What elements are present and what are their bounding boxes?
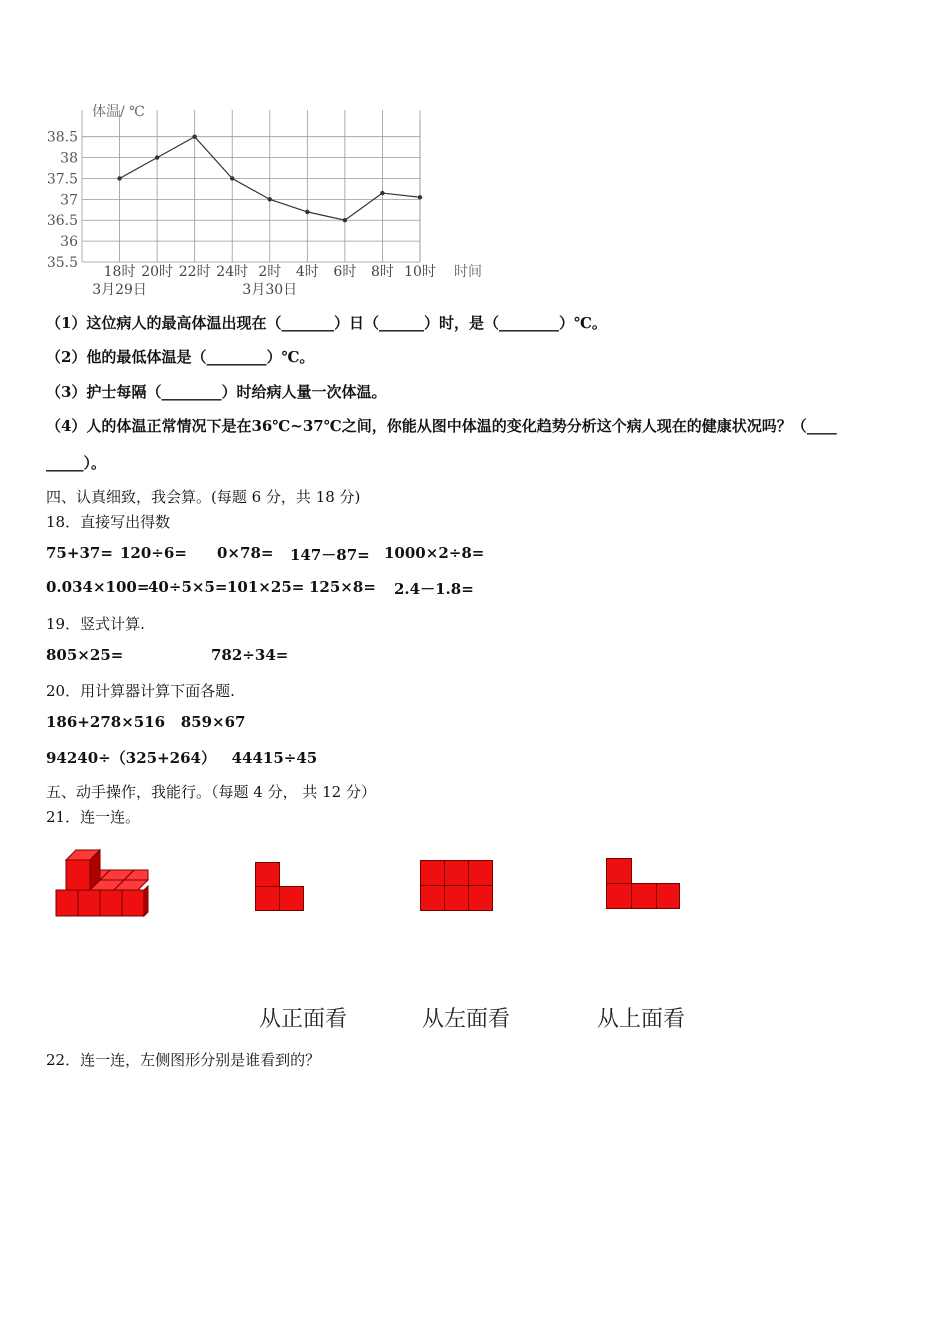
x-tick-label: 24时: [216, 264, 249, 280]
y-axis-label: 体温/ ℃: [92, 104, 145, 120]
data-point: [230, 176, 234, 180]
calc-item: 125×8=: [309, 578, 376, 596]
caption-front-view: 从正面看: [259, 1007, 348, 1032]
x-tick-label: 22时: [178, 264, 211, 280]
section-5-heading: 五、动手操作，我能行。（每题 4 分， 共 12 分）: [46, 783, 376, 801]
temperature-line-chart: [40, 96, 500, 306]
x-tick-label: 8时: [370, 264, 394, 280]
calc-row-3: 186+278×516 859×67: [46, 713, 246, 731]
data-point: [117, 176, 121, 180]
view-shape-1: [255, 862, 305, 912]
question-19: 19．竖式计算.: [46, 615, 145, 633]
x-tick-label: 10时: [404, 264, 436, 280]
y-tick-label: 37.5: [46, 171, 78, 188]
calc-row-4: 94240÷（325+264） 44415÷45: [46, 749, 318, 767]
question-21: 21．连一连。: [46, 808, 141, 826]
x-tick-label: 4时: [295, 264, 319, 280]
section-4-heading: 四、认真细致，我会算。(每题 6 分，共 18 分): [46, 488, 361, 506]
data-point: [192, 135, 196, 139]
calc-item: 147－87=: [290, 546, 370, 564]
data-point: [155, 155, 159, 159]
question-4: （4）人的体温正常情况下是在36℃~37℃之间，你能从图中体温的变化趋势分析这个病人现在的健康状况吗？（____: [46, 417, 837, 435]
question-20: 20．用计算器计算下面各题.: [46, 682, 235, 700]
caption-top-view: 从上面看: [597, 1007, 686, 1032]
x-tick-label: 2时: [258, 264, 282, 280]
calc-item: 0.034×100=: [46, 578, 150, 596]
y-tick-label: 38.5: [46, 129, 78, 146]
data-point: [305, 210, 309, 214]
x-tick-label: 20时: [141, 264, 174, 280]
x-date-label: 3月30日: [242, 282, 298, 298]
x-date-label: 3月29日: [92, 282, 147, 298]
question-18: 18．直接写出得数: [46, 513, 171, 531]
data-point: [380, 191, 384, 195]
y-tick-label: 36.5: [46, 213, 78, 230]
x-tick-label: 6时: [333, 264, 357, 280]
view-shape-2: [420, 860, 494, 912]
calc-item: 75+37=: [46, 544, 113, 562]
chart-grid: [82, 110, 420, 262]
caption-left-view: 从左面看: [422, 1007, 511, 1032]
calc-item: 2.4－1.8=: [394, 580, 474, 598]
view-shape-3: [606, 858, 680, 910]
calc-item: 0×78=: [217, 544, 274, 562]
y-tick-label: 35.5: [46, 255, 78, 271]
data-point: [418, 195, 422, 199]
calc-item: 782÷34=: [211, 646, 289, 664]
calc-item: 805×25=: [46, 646, 124, 664]
data-point: [343, 218, 347, 222]
calc-item: 1000×2÷8=: [384, 544, 485, 562]
calc-item: 40÷5×5=: [148, 578, 228, 596]
x-tick-label: 18时: [103, 264, 136, 280]
cube-stack-figure: [50, 846, 154, 920]
question-1: （1）这位病人的最高体温出现在（_______）日（______）时，是（________）℃。: [46, 314, 607, 332]
question-22: 22．连一连，左侧图形分别是谁看到的？: [46, 1051, 321, 1069]
y-tick-label: 36: [60, 234, 78, 251]
x-axis-label: 时间: [454, 264, 482, 280]
calc-item: 120÷6=: [120, 544, 187, 562]
question-2: （2）他的最低体温是（________）℃。: [46, 348, 315, 366]
y-tick-label: 38: [60, 150, 78, 167]
y-tick-label: 37: [60, 192, 78, 209]
question-3: （3）护士每隔（________）时给病人量一次体温。: [46, 383, 387, 401]
calc-item: 101×25=: [227, 578, 305, 596]
question-4-blank: _____）。: [46, 454, 107, 472]
data-point: [268, 197, 272, 201]
